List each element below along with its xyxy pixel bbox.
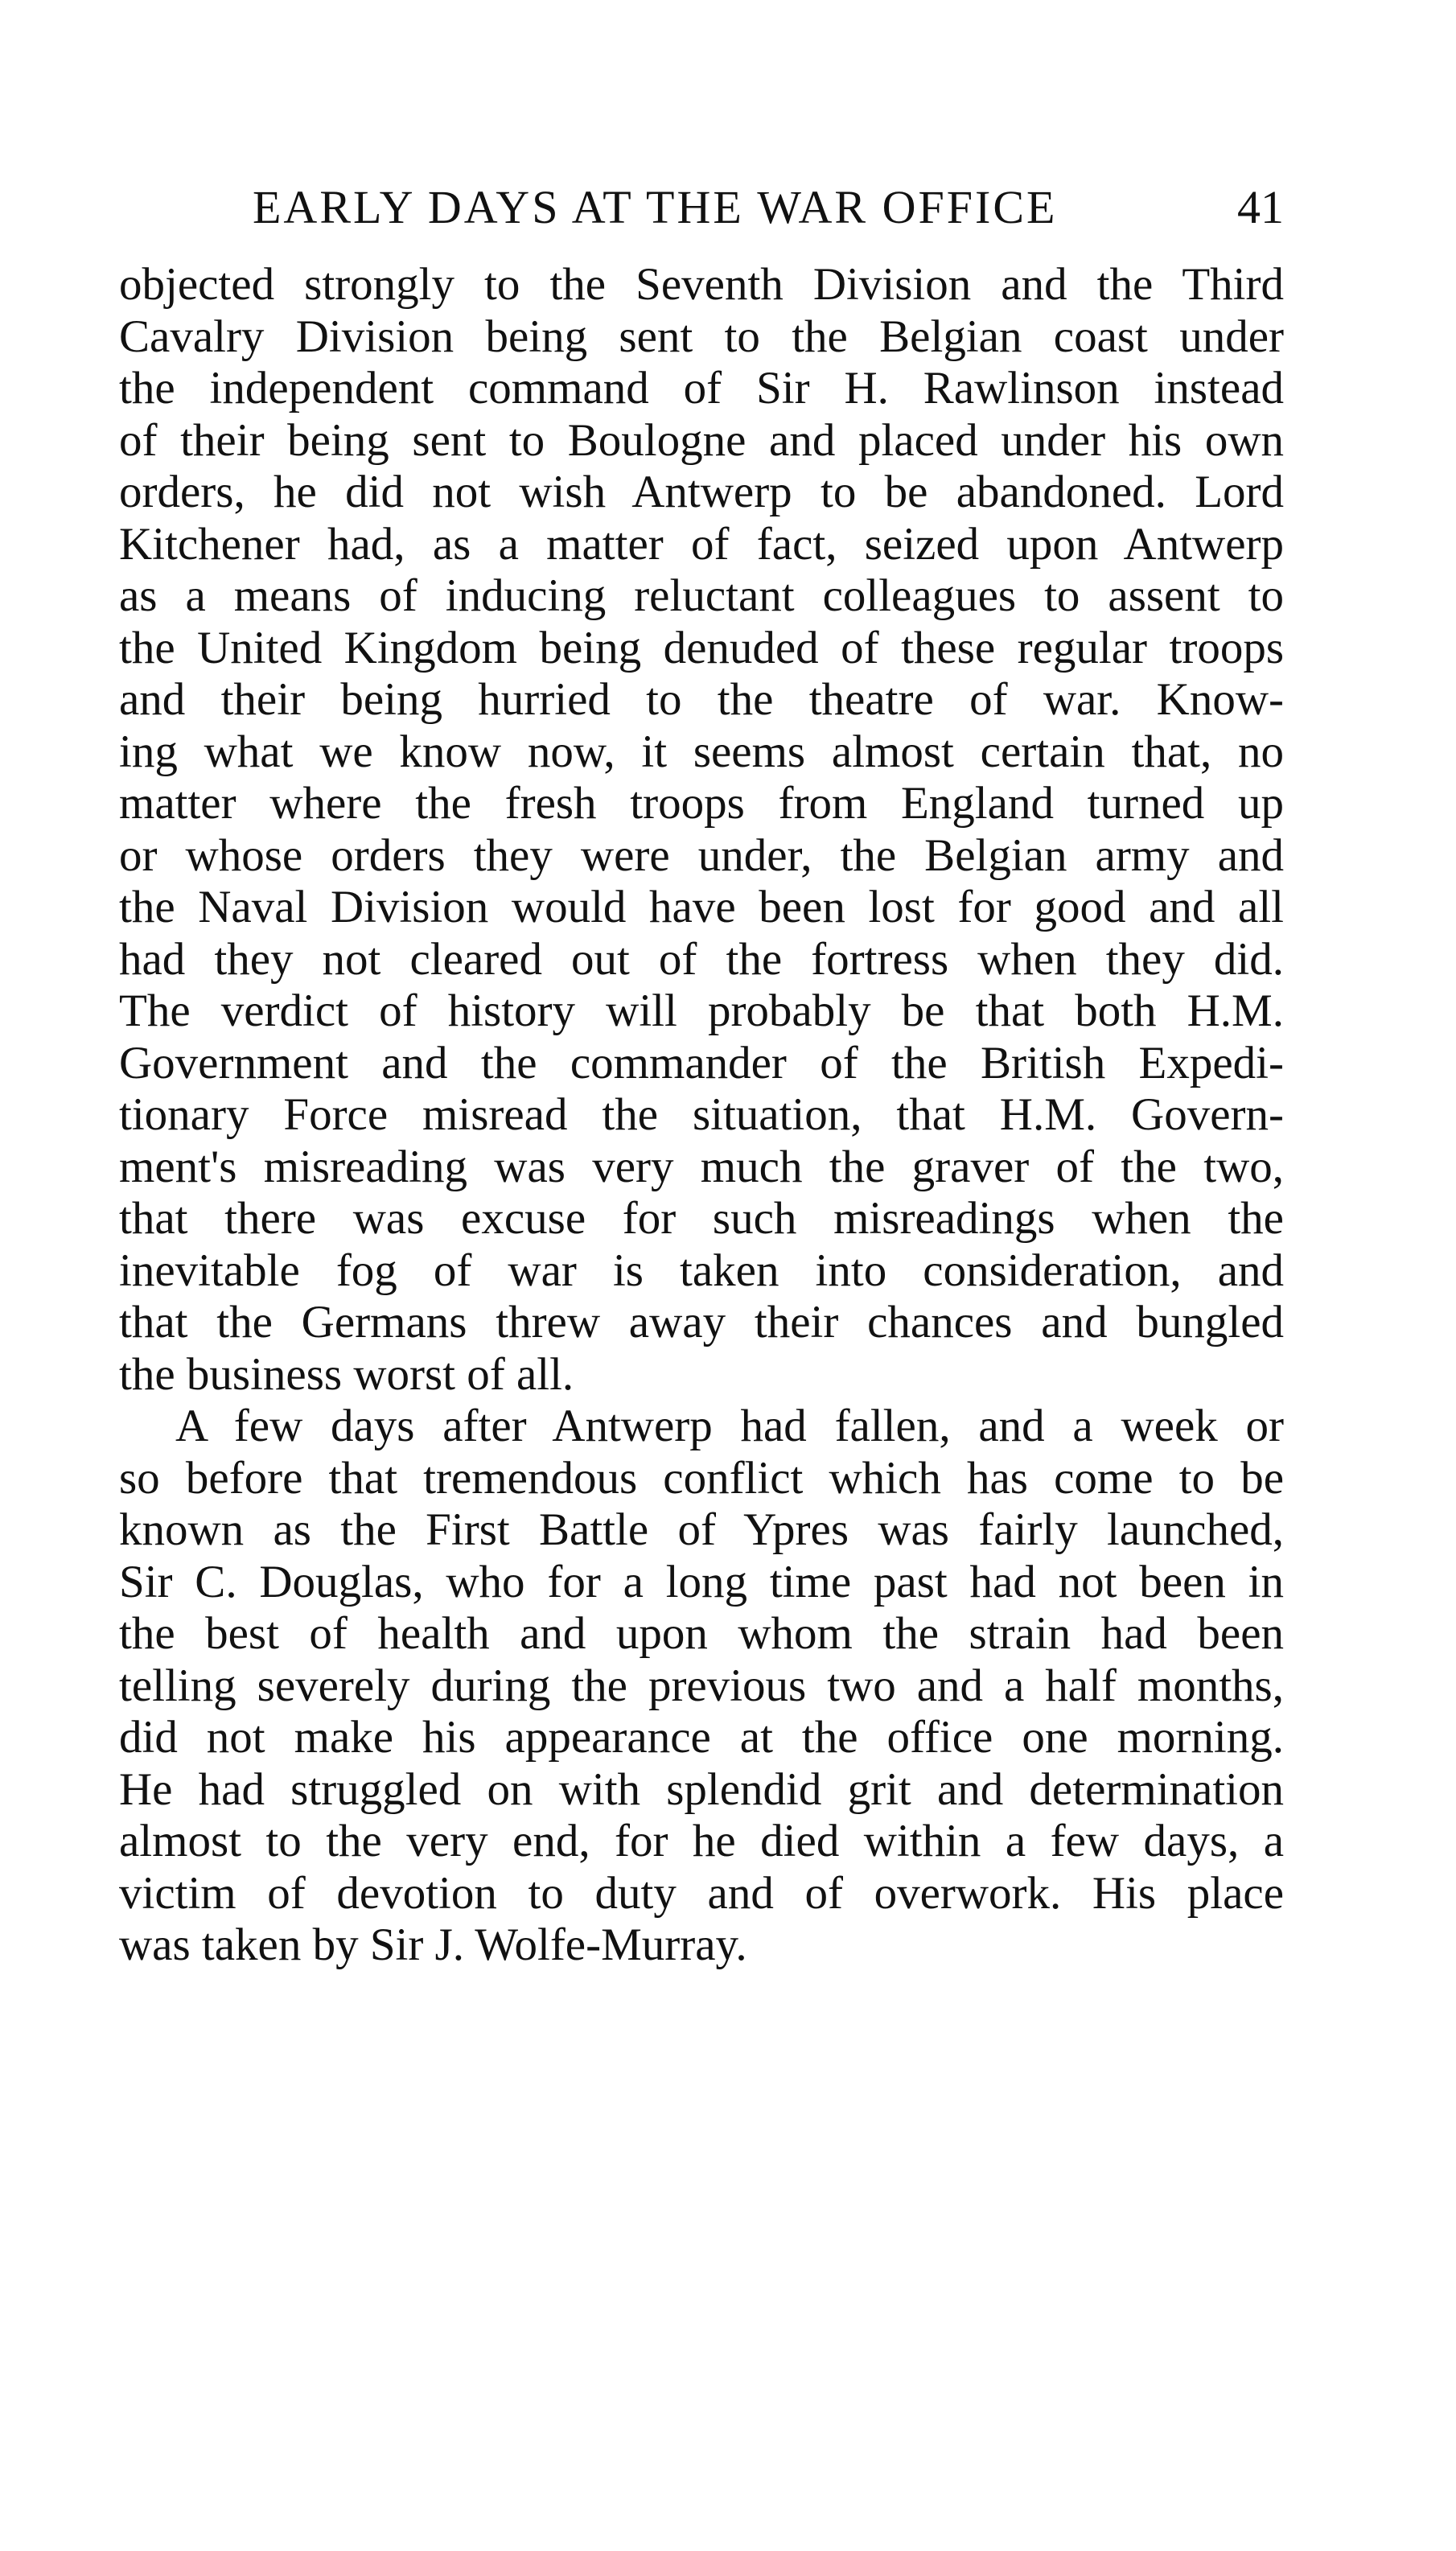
text-line: or whose orders they were under, the Belgian army and — [119, 829, 1284, 881]
text-line: Kitchener had, as a matter of fact, seized upon Antwerp — [119, 518, 1284, 570]
text-line: so before that tremendous conflict which has come to be — [119, 1452, 1284, 1504]
text-line: of their being sent to Boulogne and placed under his own — [119, 414, 1284, 466]
text-line: the business worst of all. — [119, 1348, 574, 1400]
running-title: EARLY DAYS AT THE WAR OFFICE — [253, 181, 1058, 233]
text-line: that the Germans threw away their chances and bungled — [119, 1297, 1284, 1348]
text-line: had they not cleared out of the fortress when they did. — [119, 933, 1284, 985]
paragraph-2 — [119, 1401, 1284, 1972]
text-line: and their being hurried to the theatre of war. Know- — [119, 674, 1284, 725]
text-line: matter where the fresh troops from England turned up — [119, 778, 1284, 829]
body-text — [119, 259, 1284, 1972]
text-line: the Naval Division would have been lost for good and all — [119, 882, 1284, 932]
text-line: almost to the very end, for he died within a few days, a — [119, 1816, 1284, 1866]
text-line: The verdict of history will probably be that both H.M. — [119, 985, 1284, 1036]
text-line: He had struggled on with splendid grit and determination — [119, 1763, 1284, 1815]
page-number: 41 — [1237, 181, 1284, 233]
text-line: objected strongly to the Seventh Division and the Third — [119, 259, 1284, 310]
text-line: orders, he did not wish Antwerp to be abandoned. Lord — [119, 467, 1284, 517]
text-line: Sir C. Douglas, who for a long time past had not been in — [119, 1556, 1284, 1607]
text-line: ing what we know now, it seems almost certain that, no — [119, 726, 1284, 777]
text-line: tionary Force misread the situation, that H.M. Govern- — [119, 1089, 1284, 1140]
text-line: Government and the commander of the British Expedi- — [119, 1037, 1284, 1088]
text-line: victim of devotion to duty and of overwork. His place — [119, 1867, 1284, 1919]
text-line: Cavalry Division being sent to the Belgian coast under — [119, 311, 1284, 362]
text-line: ment's misreading was very much the graver of the two, — [119, 1141, 1284, 1192]
text-line: inevitable fog of war is taken into consideration, and — [119, 1245, 1284, 1296]
text-line: was taken by Sir J. Wolfe-Murray. — [119, 1919, 747, 1970]
text-line: known as the First Battle of Ypres was fairly launched, — [119, 1504, 1284, 1555]
text-line: that there was excuse for such misreadings when the — [119, 1193, 1284, 1244]
text-line: the best of health and upon whom the strain had been — [119, 1608, 1284, 1659]
text-line: A few days after Antwerp had fallen, and a week or — [175, 1401, 1284, 1451]
text-line: the United Kingdom being denuded of these regular troops — [119, 622, 1284, 673]
text-line: did not make his appearance at the office one morning. — [119, 1712, 1284, 1763]
paragraph-1 — [119, 259, 1284, 1401]
text-line: telling severely during the previous two and a half months, — [119, 1660, 1284, 1711]
running-head — [119, 175, 1284, 240]
text-line: as a means of inducing reluctant colleagues to assent to — [119, 570, 1284, 621]
text-line: the independent command of Sir H. Rawlinson instead — [119, 363, 1284, 414]
